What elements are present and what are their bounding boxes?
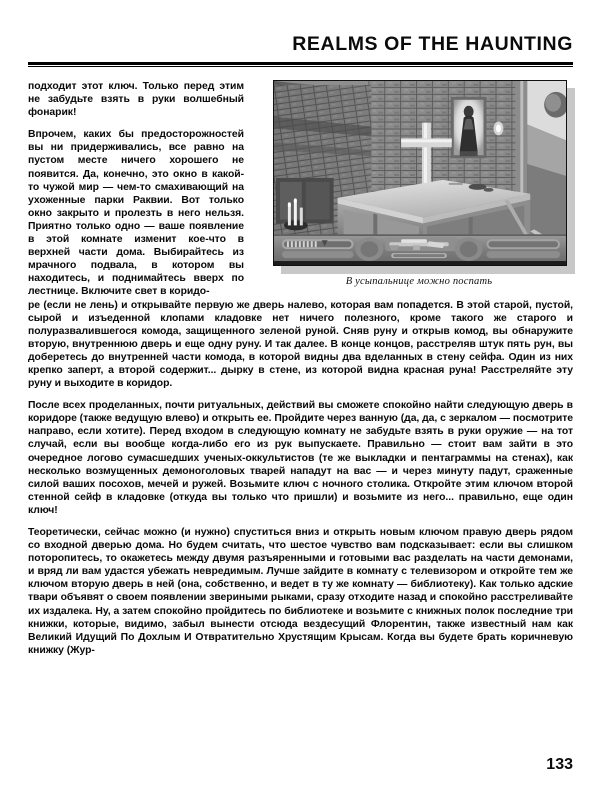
- article-body: [28, 80, 573, 657]
- page-number: 133: [546, 756, 573, 773]
- header-rule-thin: [28, 66, 573, 67]
- crypt-screenshot-image: [273, 80, 567, 266]
- paragraph: ре (если не лень) и открывайте первую же дверь налево, которая вам попадется. В этой старой, пустой, сырой и изъеденной клопами кладовке нет ничего полезного, кроме такого же старого и полуразвалившегося комода, защищенного зеленой руной. Сняв руну и открыв комод, вы обнаружите вторую, внутреннюю дверь и еще одну руну. И так далее. В конце концов, расстреляв штук пять рун, вы доберетесь до внутренней части комода, в которой видны два вделанных в стену сейфа. Один из них крепко заперт, а второй содержит... дырку в стене, из которой видна красная руна! Расстреляйте эту руну и выходите в коридор.: [28, 299, 573, 390]
- full-width-text: [28, 299, 573, 657]
- paragraph: Впрочем, каких бы предосторожностей вы ни придерживались, все равно на пустом месте ничего хорошего не появится. Да, конечно, это окно в какой-то чужой мир — чем-то смахивающий на ухоженные парки Раквии. Вот только окно закрыто и пролезть в него нельзя. Приятно только одно — ваше появление в этой комнате изменит кое-что в верхней части дома. Выбирайтесь из мрачного подвала, в котором вы находитесь, и поднимайтесь вверх по лестнице. Включите свет в коридо-: [28, 129, 244, 298]
- running-header: [28, 33, 573, 55]
- header-divider: [28, 62, 573, 67]
- figure: [273, 80, 573, 288]
- text-wrap-zone: [28, 80, 573, 299]
- narrow-text-column: [28, 80, 244, 299]
- figure-caption: В усыпальнице можно поспать: [345, 276, 493, 287]
- paragraph: После всех проделанных, почти ритуальных, действий вы сможете спокойно найти следующую дверь в коридоре (также ведущую влево) и открыть ее. Пройдите через ванную (да, да, с зеркалом — посмотрите направо, если хотите). Перед входом в следующую комнату не забудьте взять в руки оружие — на тот случай, если вы вообще когда-либо его из рук выпускаете. Правильно — стоит вам зайти в это очередное логово сумасшедших ученых-оккультистов (те же выкладки и пентаграммы на стенах), как несколько возмущенных демоноголовых тварей нападут на вас — и через минуту падут, сраженные силой ваших посохов, мечей и ружей. Возьмите ключ с ночного столика. Откройте этим ключом второй стенной сейф в кладовке (откуда вы только что пришли) и возьмите из него... правильно, еще один ключ!: [28, 400, 573, 516]
- paragraph: Теоретически, сейчас можно (и нужно) спуститься вниз и открыть новым ключом правую дверь рядом со входной дверью дома. Но будем считать, что шестое чувство вам подсказывает: если вы слишком поторопитесь, то окажетесь между двумя разъяренными и готовыми вас разделать на части демонами, и вряд ли вам удастся убежать невредимым. Лучше зайдите в комнату с телевизором и откройте тем же ключом вторую дверь в ней (она, собственно, и ведет в ту же комнату — библиотеку). Как только адские твари объявят о своем появлении звериными рыками, сразу отходите назад и спокойно расстреливайте их издалека. Ну, а затем спокойно пройдитесь по библиотеке и возьмите с книжных полок последние три книжки, которые, видимо, забыл вынести отсюда вездесущий Флорентин, также известный нам как Великий Идущий По Дохлым И Отвратительно Хрустящим Крысам. Когда вы будете брать коричневую книжку (Жур-: [28, 527, 573, 656]
- page-title: REALMS OF THE HAUNTING: [292, 33, 573, 55]
- paragraph: подходит этот ключ. Только перед этим не забудьте взять в руки волшебный фонарик!: [28, 81, 244, 119]
